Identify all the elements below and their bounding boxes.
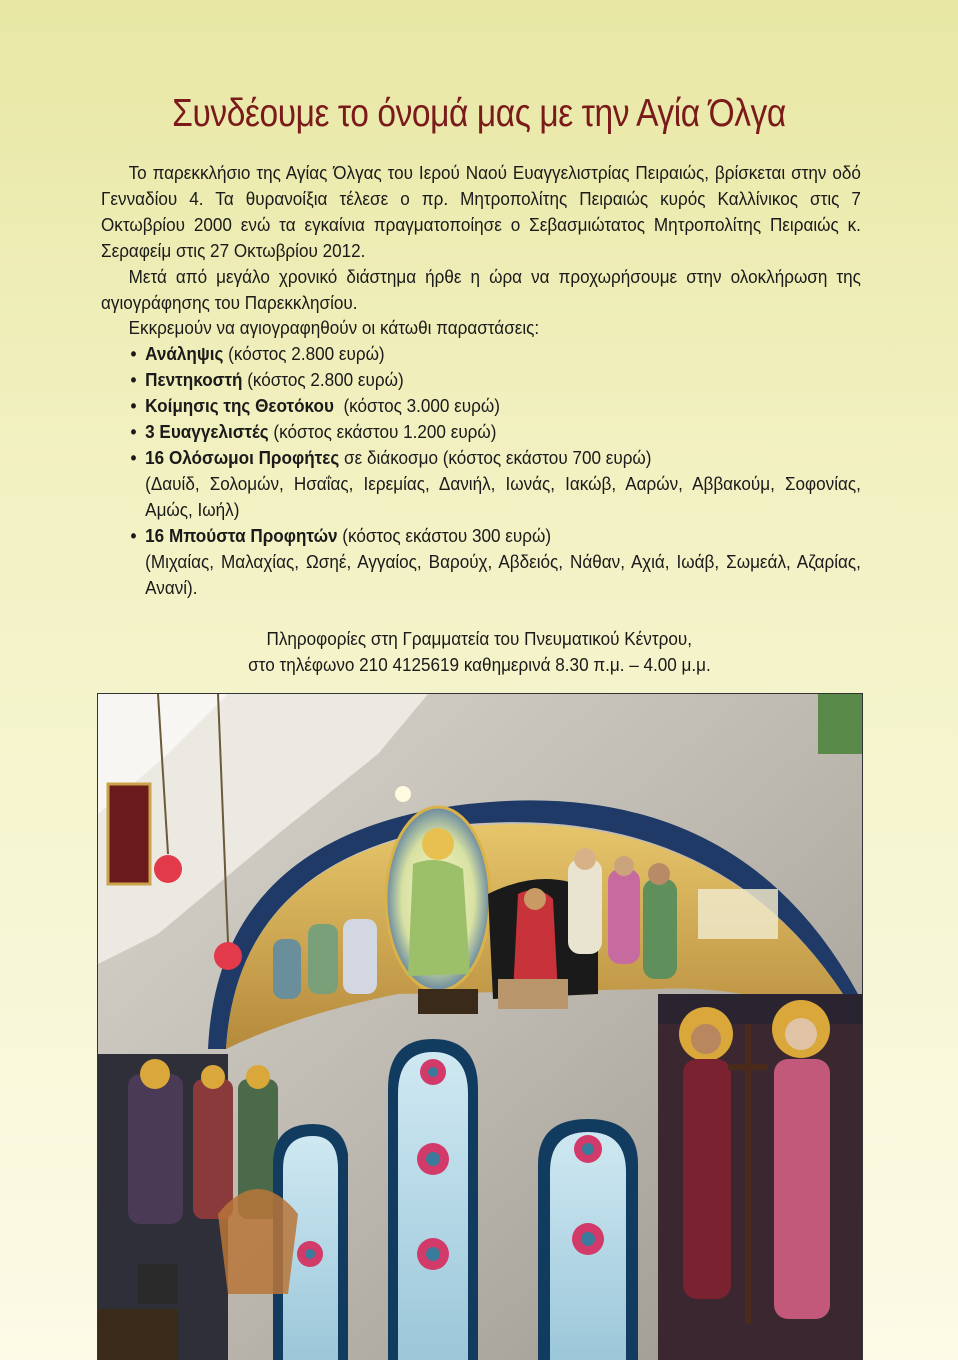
bullet-icon: •	[130, 446, 137, 468]
item-detail: σε διάκοσμο (κόστος εκάστου 700 ευρώ)	[339, 446, 652, 468]
contact-line-2: στο τηλέφωνο 210 4125619 καθημερινά 8.30 π.μ. – 4.00 μ.μ.	[247, 654, 711, 675]
list-item	[130, 367, 860, 393]
item-detail: (κόστος 2.800 ευρώ)	[242, 369, 404, 391]
item-name: Κοίμησις της Θεοτόκου	[145, 395, 334, 417]
prophet-names: (Μιχαίας, Μαλαχίας, Ωσηέ, Αγγαίος, Βαρούχ, Αβδειός, Νάθαν, Αχιά, Ιωάβ, Σωμεάλ, Αζαρίας, Ανανί).	[145, 550, 861, 598]
intro-paragraph: Το παρεκκλήσιο της Αγίας Όλγας του Ιερού Ναού Ευαγγελιστρίας Πειραιώς, βρίσκεται στην οδό Γενναδίου 4. Τα θυρανοίξια τέλεσε ο πρ. Μητροπολίτης Πειραιώς κυρός Καλλίνικος στις 7 Οκτωβρίου 2000 ενώ τα εγκαίνια πραγματοποίησε ο Σεβασμιώτατος Μητροπολίτης Πειραιώς κ. Σεραφείμ στις 27 Οκτωβρίου 2012.	[101, 162, 861, 261]
item-detail: (κόστος 2.800 ευρώ)	[223, 343, 385, 365]
item-detail: (κόστος εκάστου 1.200 ευρώ)	[268, 421, 497, 443]
bullet-icon: •	[130, 369, 137, 391]
pending-list	[101, 341, 861, 600]
page-title: Συνδέουμε το όνομά μας με την Αγία Όλγα	[172, 92, 786, 135]
item-detail: (κόστος εκάστου 300 ευρώ)	[337, 524, 552, 546]
article-body	[101, 160, 861, 600]
item-detail: (κόστος 3.000 ευρώ)	[333, 395, 500, 417]
list-item	[130, 523, 860, 601]
chapel-interior-photo	[97, 693, 863, 1360]
chapel-illustration	[98, 694, 863, 1360]
bullet-icon: •	[130, 421, 137, 443]
contact-info	[0, 626, 958, 678]
list-item	[130, 341, 860, 367]
item-name: 3 Ευαγγελιστές	[145, 421, 269, 443]
item-name: Ανάληψις	[145, 343, 224, 365]
bullet-icon: •	[130, 343, 137, 365]
item-name: 16 Μπούστα Προφητών	[145, 524, 338, 546]
item-name: Πεντηκοστή	[145, 369, 243, 391]
completion-paragraph: Μετά από μεγάλο χρονικό διάστημα ήρθε η ώρα να προχωρήσουμε στην ολοκλήρωση της αγιογράφησης του Παρεκκλησίου.	[101, 265, 861, 313]
contact-line-1: Πληροφορίες στη Γραμματεία του Πνευματικού Κέντρου,	[266, 628, 692, 649]
list-item	[130, 445, 860, 523]
list-item	[130, 419, 860, 445]
item-name: 16 Ολόσωμοι Προφήτες	[145, 446, 340, 468]
prophet-names: (Δαυίδ, Σολομών, Ησαΐας, Ιερεμίας, Δανιήλ, Ιωνάς, Ιακώβ, Ααρών, Αββακούμ, Σοφονίας, Αμώς, Ιωήλ)	[145, 472, 861, 520]
bullet-icon: •	[130, 524, 137, 546]
pending-intro: Εκκρεμούν να αγιογραφηθούν οι κάτωθι παραστάσεις:	[128, 317, 540, 339]
list-item	[130, 393, 860, 419]
bullet-icon: •	[130, 395, 137, 417]
